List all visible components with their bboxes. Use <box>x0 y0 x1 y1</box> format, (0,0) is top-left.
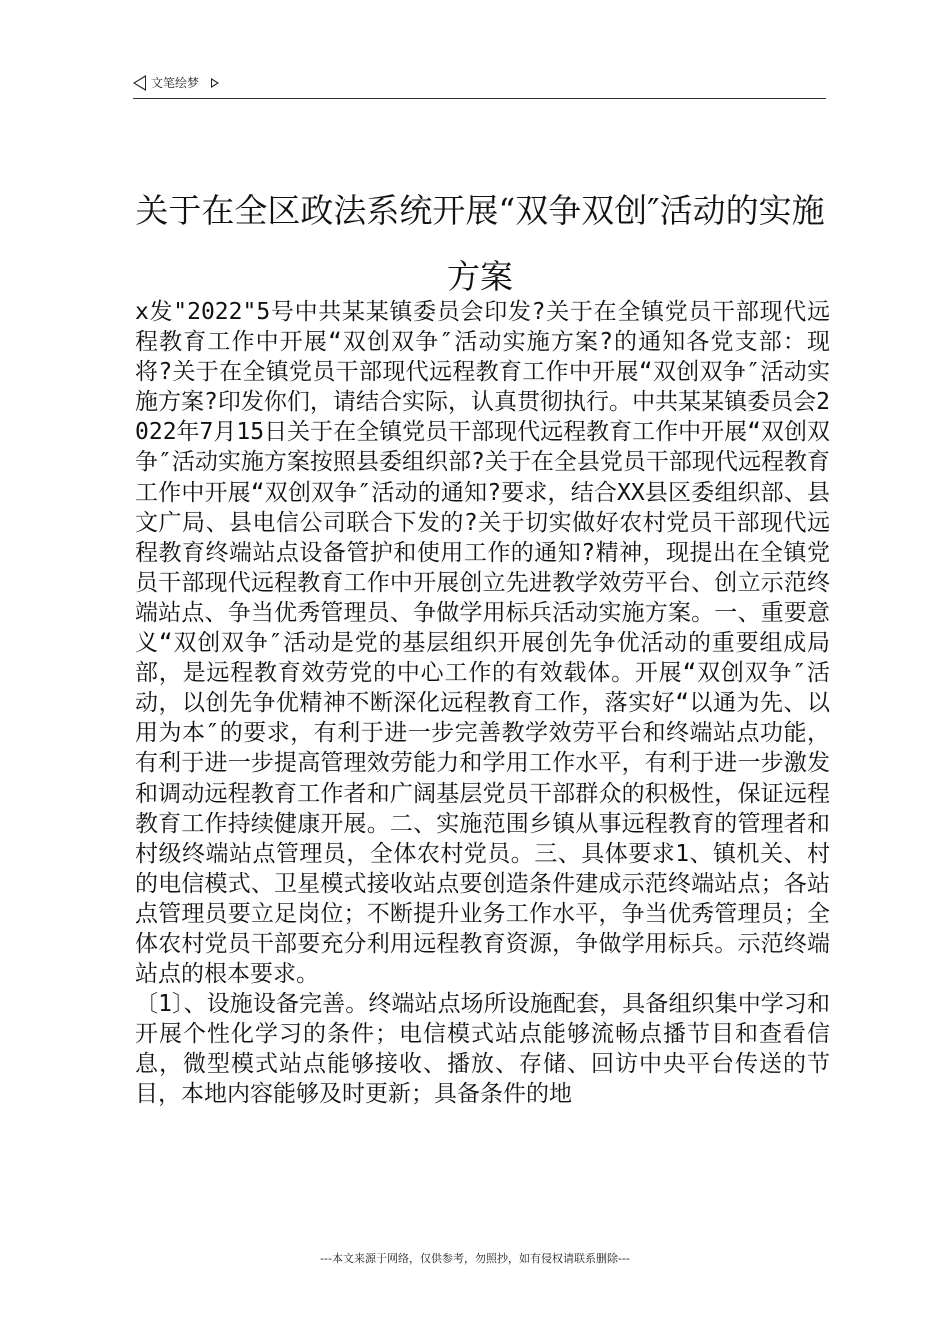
page-header <box>133 70 826 99</box>
body-paragraph: x发"2022"5号中共某某镇委员会印发?关于在全镇党员干部现代远程教育工作中开展“双创双争″活动实施方案?的通知各党支部：现将?关于在全镇党员干部现代远程教育工作中开展“双创双争″活动实施方案?印发你们，请结合实际，认真贯彻执行。中共某某镇委员会2022年7月15日关于在全镇党员干部现代远程教育工作中开展“双创双争″活动实施方案按照县委组织部?关于在全县党员干部现代远程教育工作中开展“双创双争″活动的通知?要求，结合XX县区委组织部、县文广局、县电信公司联合下发的?关于切实做好农村党员干部现代远程教育终端站点设备管护和使用工作的通知?精神，现提出在全镇党员干部现代远程教育工作中开展创立先进教学效劳平台、创立示范终端站点、争当优秀管理员、争做学用标兵活动实施方案。一、重要意义“双创双争″活动是党的基层组织开展创先争优活动的重要组成局部，是远程教育效劳党的中心工作的有效载体。开展“双创双争″活动，以创先争优精神不断深化远程教育工作，落实好“以通为先、以用为本″的要求，有利于进一步完善教学效劳平台和终端站点功能，有利于进一步提高管理效劳能力和学用工作水平，有利于进一步激发和调动远程教育工作者和广阔基层党员干部群众的积极性，保证远程教育工作持续健康开展。二、实施范围乡镇从事远程教育的管理者和村级终端站点管理员，全体农村党员。三、具体要求1、镇机关、村的电信模式、卫星模式接收站点要创造条件建成示范终端站点；各站点管理员要立足岗位；不断提升业务工作水平，争当优秀管理员；全体农村党员干部要充分利用远程教育资源，争做学用标兵。示范终端站点的根本要求。 <box>135 299 830 988</box>
document-title: 关于在全区政法系统开展“双争双创″活动的实施方案 <box>135 191 825 296</box>
document-body <box>135 297 830 1110</box>
body-paragraph: 〔1〕、设施设备完善。终端站点场所设施配套，具备组织集中学习和开展个性化学习的条件；电信模式站点能够流畅点播节目和查看信息，微型模式站点能够接收、播放、存储、回访中央平台传送的节目，本地内容能够及时更新；具备条件的地 <box>135 991 830 1108</box>
header-brand-row <box>133 74 219 91</box>
triangle-left-icon <box>133 75 146 91</box>
triangle-right-icon <box>211 78 219 88</box>
brand-name: 文笔绘梦 <box>151 76 200 90</box>
footer-notice: ---本文来源于网络，仅供参考，勿照抄，如有侵权请联系删除--- <box>320 1252 630 1265</box>
